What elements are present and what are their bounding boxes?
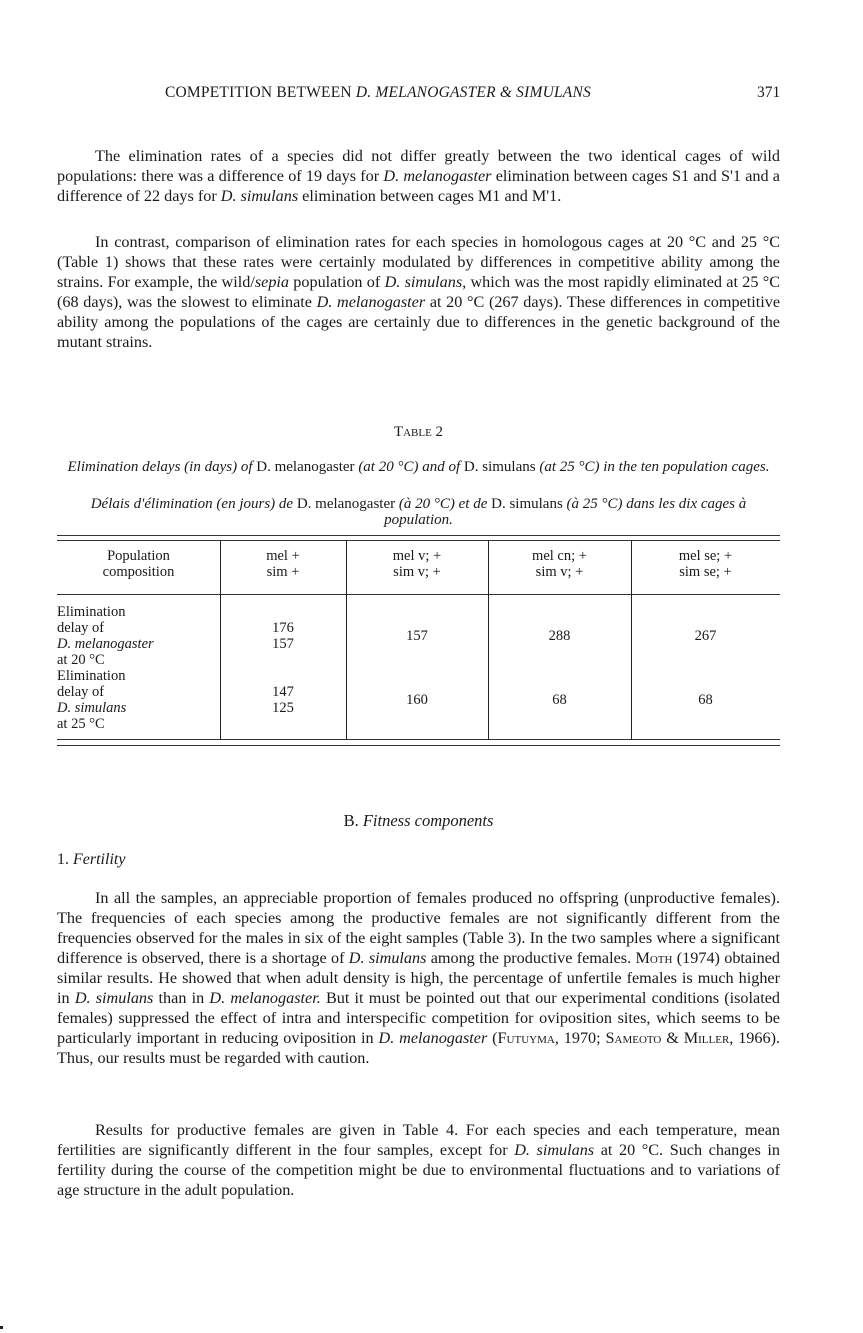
text: among the productive females. [426, 949, 636, 967]
strain-name: sepia [254, 273, 290, 291]
subsection-heading [57, 851, 125, 869]
table-header-rule [57, 594, 780, 595]
species-name: D. simulans [74, 989, 154, 1007]
header-column-4 [631, 548, 780, 580]
row-label-line: Elimination [57, 668, 126, 684]
citation-author: Sameoto & Miller [605, 1029, 730, 1047]
header-column-1 [220, 548, 346, 580]
header-column-2 [346, 548, 488, 580]
header-line: mel + [266, 548, 300, 564]
row-label-line: at 25 °C [57, 716, 105, 732]
subsection-number: 1. [57, 851, 73, 868]
table-cell: 68 [552, 692, 567, 708]
table-cell [220, 684, 346, 716]
caption-text: Elimination delays (in days) of [67, 459, 257, 475]
section-heading [57, 811, 780, 831]
row-label-line: delay of [57, 684, 105, 700]
caption-species: D. melanogaster [296, 496, 396, 512]
table-cell [220, 620, 346, 652]
header-label-line: composition [102, 564, 175, 580]
text: , 1966). Thus, our results must be regarded with caution. [57, 1029, 781, 1067]
text: In contrast, comparison of elimination rates for each species in homologous cages at 20 °C and 25 °C (Table 1) shows that these rates were certainly modulated by differences in competitive ability among the strains. For example, the wild/ [57, 233, 780, 291]
header-line: sim se; + [679, 564, 732, 580]
caption-text: Délais d'élimination (en jours) de [90, 496, 297, 512]
paragraph-contrast [57, 232, 780, 352]
header-line: sim v; + [393, 564, 441, 580]
row-label-line: Elimination [57, 604, 126, 620]
table-bottom-rule [57, 739, 780, 740]
species-name: D. simulans, [384, 273, 467, 291]
text: elimination between cages S1 and S'1 and a difference of 22 days for [57, 167, 780, 205]
row-label-melanogaster [57, 604, 217, 668]
text: In all the samples, an appreciable proportion of females produced no offspring (unproductive females). The frequencies of each species among the productive females are not significantly different from the frequencies observed for the males in six of the eight samples (Table 3). In the two samples where a significant difference is observed, there is a shortage of [57, 889, 780, 967]
row-label-species: D. simulans [57, 700, 127, 716]
running-head-title [165, 84, 591, 102]
text: elimination between cages M1 and M'1. [298, 187, 562, 205]
table-cell: 68 [698, 692, 713, 708]
text: which was the most rapidly eliminated at 25 °C (68 days), was the slowest to eliminate [57, 273, 780, 311]
header-column-3 [488, 548, 631, 580]
paragraph-fertility-samples [57, 888, 780, 1068]
text: , 1970; [554, 1029, 606, 1047]
header-row-label [57, 548, 220, 580]
row-label-species: D. melanogaster [57, 636, 154, 652]
table-top-rule-2 [57, 540, 780, 541]
text: population of [289, 273, 385, 291]
row-label-line: delay of [57, 620, 105, 636]
table-cell: 160 [406, 692, 428, 708]
text: at 20 °C (267 days). These differences in competitive ability among the populations of the cages are certainly due to differences in the genetic background of the mutant strains. [57, 293, 781, 351]
running-head [0, 84, 863, 106]
running-head-species: D. MELANOGASTER & SIMULANS [355, 84, 591, 101]
citation-author: Futuyma [497, 1029, 555, 1047]
caption-text: (at 25 °C) in the ten population cages. [535, 459, 770, 475]
section-letter: B. [343, 811, 363, 830]
text: than in [153, 989, 210, 1007]
page-number: 371 [757, 84, 781, 101]
text: Results for productive females are given in Table 4. For each species and each temperature, mean fertilities are significantly different in the four samples, except for [57, 1121, 780, 1159]
text: But it must be pointed out that our experimental conditions (isolated females) suppressed the effect of intra and interspecific competition for oviposition sites, which seems to be particularly important in reducing oviposition in [57, 989, 780, 1047]
species-name: D. melanogaster [378, 1029, 488, 1047]
header-line: mel cn; + [532, 548, 587, 564]
row-label-line: at 20 °C [57, 652, 105, 668]
caption-text: (à 20 °C) et de [395, 496, 492, 512]
text: The elimination rates of a species did not differ greatly between the two identical cages of wild populations: there was a difference of 19 days for [57, 147, 780, 185]
caption-species: D. simulans [463, 459, 536, 475]
species-name: D. melanogaster [316, 293, 426, 311]
text: (1974) obtained similar results. He showed that when adult density is high, the percentage of unfertile females is much higher in [57, 949, 780, 1007]
caption-text: (at 20 °C) and of [354, 459, 464, 475]
species-name: D. melanogaster. [209, 989, 321, 1007]
species-name: D. simulans [220, 187, 299, 205]
paragraph-elimination-rates [57, 146, 780, 206]
species-name: D. melanogaster [383, 167, 492, 185]
cell-value: 176 [272, 620, 294, 636]
caption-species: D. melanogaster [256, 459, 355, 475]
species-name: D. simulans [514, 1141, 595, 1159]
table-bottom-rule-2 [57, 745, 780, 746]
header-line: sim v; + [535, 564, 584, 580]
header-line: mel se; + [678, 548, 733, 564]
table-caption-french [57, 496, 780, 528]
subsection-title: Fertility [73, 851, 126, 868]
cell-value: 125 [272, 700, 294, 716]
text: at 20 °C. Such changes in fertility during the course of the competition might be due to environmental fluctuations and to variations of age structure in the adult population. [57, 1141, 780, 1199]
running-head-prefix: COMPETITION BETWEEN [165, 84, 356, 101]
cell-value: 157 [272, 636, 294, 652]
citation-author: Moth [635, 949, 673, 967]
caption-text: (à 25 °C) dans les dix cages à population. [384, 496, 747, 528]
section-title: Fitness components [362, 811, 494, 830]
caption-species: D. simulans [491, 496, 563, 512]
header-label-line: Population [107, 548, 170, 564]
table-cell: 288 [548, 628, 571, 644]
text: ( [487, 1029, 498, 1047]
table-caption-english [57, 459, 780, 475]
table-label: Table 2 [393, 424, 444, 440]
scan-artifact [0, 1326, 3, 1329]
table-cell: 157 [406, 628, 428, 644]
table-cell: 267 [694, 628, 717, 644]
row-label-simulans [57, 668, 217, 732]
header-line: sim + [266, 564, 300, 580]
paragraph-productive-females [57, 1120, 780, 1200]
header-line: mel v; + [392, 548, 442, 564]
table-top-rule [57, 535, 780, 536]
cell-value: 147 [272, 684, 294, 700]
species-name: D. simulans [348, 949, 427, 967]
